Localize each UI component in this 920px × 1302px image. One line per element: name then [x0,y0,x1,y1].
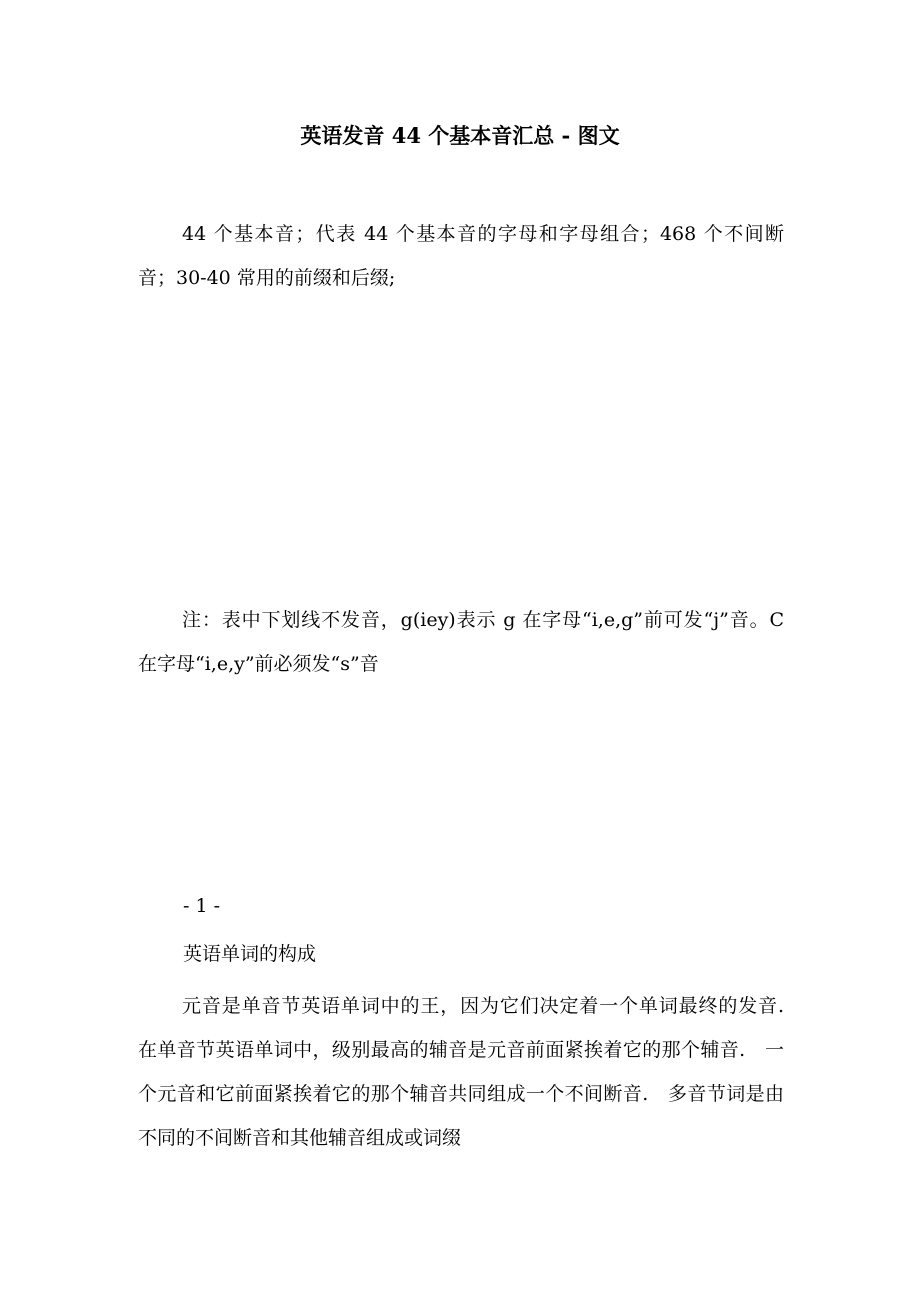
body-paragraph: 元音是单音节英语单词中的王，因为它们决定着一个单词最终的发音. 在单音节英语单词中，级别最高的辅音是元音前面紧挨着它的那个辅音. 一个元音和它前面紧挨着它的那个辅音共同组成一个不间断音. 多音节词是由不同的不间断音和其他辅音组成或词缀 [138,995,804,1149]
note-paragraph: 注：表中下划线不发音，g(iey)表示 g 在字母“i,e,g”前可发“j”音。C 在字母“i,e,y”前必须发“s”音 [138,609,784,675]
document-title: 英语发音 44 个基本音汇总 - 图文 [300,123,620,148]
intro-paragraph: 44 个基本音；代表 44 个基本音的字母和字母组合；468 个不间断音；30-40 常用的前缀和后缀; [138,223,784,289]
section-heading: 英语单词的构成 [183,943,317,965]
page-number: - 1 - [183,895,221,917]
